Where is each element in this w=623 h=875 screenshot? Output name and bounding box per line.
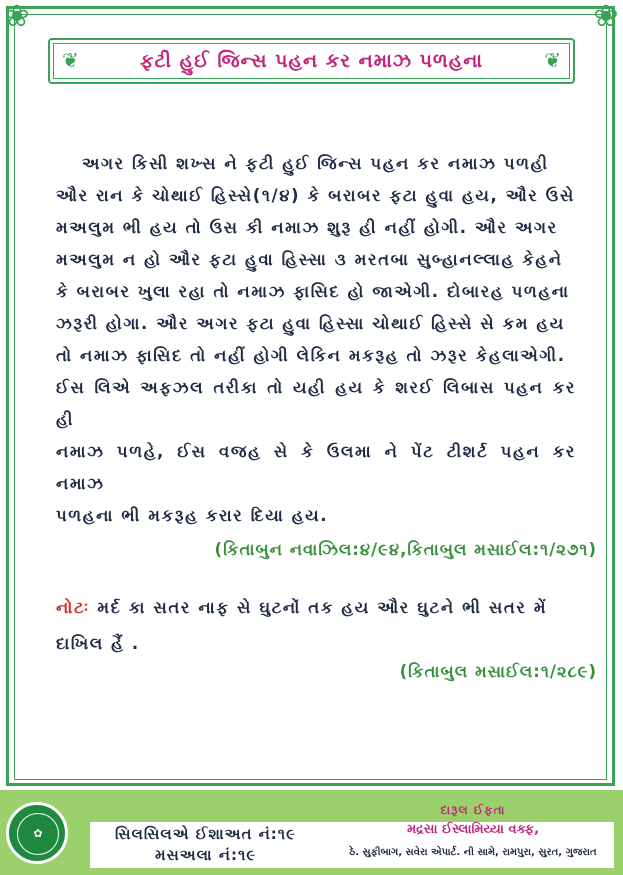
reference-2: (કિતાબુલ મસાઈલ:૧/૨૮૯) — [399, 662, 597, 681]
masala-number: મસઅલા નં:૧૯ — [155, 846, 257, 864]
org-address: ઠે. સુફીબાગ, સવેરા એપાર્ટ. ની સામે, રામપુરા, સુરત, ગુજરાત — [349, 847, 597, 858]
seal-logo-icon: ✿ — [6, 802, 68, 864]
body-line: પળહના ભી મકરૂહ કરાર દિયા હય. — [56, 506, 329, 525]
body-line: કે બરાબર ખુલા રહા તો નમાઝ ફાસિદ હો જાએગી. દોબારહ પળહના — [56, 282, 570, 301]
body-line: ઈસ લિએ અફઝલ તરીકા તો યહી હય કે શરઈ લિબાસ પહન કર હી — [56, 378, 576, 429]
body-line: ઝરૂરી હોગા. ઔર અગર ફટા હુવા હિસ્સા ચોથાઈ હિસ્સે સે કમ હય — [56, 314, 565, 333]
body-line: ઔર રાન કે ચોથાઈ હિસ્સે(૧/૪) કે બરાબર ફટા હુવા હય, ઔર ઉસે — [56, 186, 575, 205]
title-ornament-icon: ❦ — [544, 48, 561, 72]
series-number: સિલસિલએ ઈશાઅત નં:૧૯ — [115, 825, 297, 843]
note-label: નોટઃ — [56, 598, 90, 617]
organization-info — [343, 803, 603, 858]
note-text: દાખિલ હૈં . — [56, 634, 140, 653]
reference-1: (કિતાબુન નવાઝિલ:૪/૯૪,કિતાબુલ મસાઈલ:૧/૨૭૧) — [214, 540, 597, 559]
org-name: દારૂલ ઈફતા — [440, 803, 506, 817]
title-ornament-icon: ❦ — [62, 48, 79, 72]
series-info — [115, 824, 296, 866]
org-subname: મદ્રસા ઈસ્લામિય્યા વક્ફ, — [406, 822, 540, 837]
body-line: અગર કિસી શખ્સ ને ફટી હુઈ જિન્સ પહન કર નમાઝ પળહી — [82, 154, 549, 173]
corner-ornament-icon: ❀ — [593, 0, 619, 34]
body-line: તો નમાઝ ફાસિદ તો નહીં હોગી લેકિન મકરૂહ તો ઝરૂર કેહલાએગી. — [56, 346, 566, 365]
body-line: મઅલુમ ભી હય તો ઉસ કી નમાઝ શુરૂ હી નહીં હોગી. ઔર અગર — [56, 218, 558, 237]
body-line: મઅલુમ ન હો ઔર ફટા હુવા હિસ્સા ૩ મરતબા સુબ્હાનલ્લાહ કેહને — [56, 250, 563, 269]
note-text: મર્દ કા સતર નાફ સે ઘુટનોં તક હય ઔર ઘુટને ભી સતર મેં — [97, 598, 548, 617]
corner-ornament-icon: ❀ — [4, 0, 30, 34]
note — [56, 590, 576, 662]
body-paragraph — [56, 148, 576, 532]
page-title: ફટી હુઈ જિન્સ પહન કર નમાઝ પળહના — [139, 50, 484, 72]
body-line: નમાઝ પળહે, ઈસ વજહ સે કે ઉલમા ને પેંટ ટીશર્ટ પહન કર નમાઝ — [56, 442, 576, 493]
title-box — [48, 38, 575, 84]
